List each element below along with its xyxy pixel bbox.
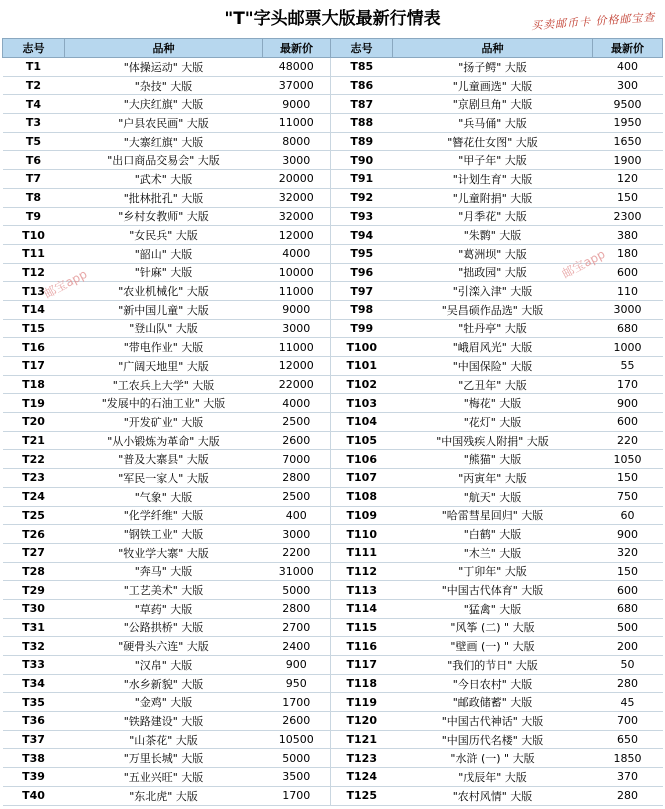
stamp-name-cell: "出口商品交易会" 大版	[65, 151, 263, 170]
price-cell: 120	[593, 170, 663, 189]
stamp-code-cell: T91	[331, 170, 393, 189]
table-row	[3, 506, 663, 525]
stamp-code-cell: T90	[331, 151, 393, 170]
stamp-code-cell: T107	[331, 469, 393, 488]
table-row	[3, 656, 663, 675]
stamp-name-cell: "化学纤维" 大版	[65, 506, 263, 525]
price-cell: 12000	[263, 226, 331, 245]
stamp-name-cell: "军民一家人" 大版	[65, 469, 263, 488]
stamp-code-cell: T95	[331, 244, 393, 263]
price-cell: 900	[593, 525, 663, 544]
stamp-name-cell: "批林批孔" 大版	[65, 188, 263, 207]
stamp-name-cell: "牡丹亭" 大版	[393, 319, 593, 338]
stamp-name-cell: "计划生育" 大版	[393, 170, 593, 189]
stamp-name-cell: "兵马俑" 大版	[393, 114, 593, 133]
stamp-name-cell: "丁卯年" 大版	[393, 562, 593, 581]
stamp-name-cell: "簪花仕女图" 大版	[393, 132, 593, 151]
stamp-code-cell: T25	[3, 506, 65, 525]
stamp-code-cell: T106	[331, 450, 393, 469]
stamp-code-cell: T123	[331, 749, 393, 768]
stamp-code-cell: T37	[3, 730, 65, 749]
stamp-code-cell: T121	[331, 730, 393, 749]
table-row	[3, 431, 663, 450]
header-name-right: 品种	[393, 39, 593, 58]
stamp-name-cell: "山茶花" 大版	[65, 730, 263, 749]
table-row	[3, 58, 663, 77]
stamp-code-cell: T21	[3, 431, 65, 450]
stamp-name-cell: "武术" 大版	[65, 170, 263, 189]
stamp-code-cell: T11	[3, 244, 65, 263]
watermark-logo: 邮宝app	[559, 246, 608, 282]
price-cell: 11000	[263, 338, 331, 357]
stamp-code-cell: T7	[3, 170, 65, 189]
stamp-code-cell: T112	[331, 562, 393, 581]
price-cell: 2700	[263, 618, 331, 637]
stamp-code-cell: T24	[3, 487, 65, 506]
stamp-code-cell: T34	[3, 674, 65, 693]
stamp-name-cell: "水乡新貌" 大版	[65, 674, 263, 693]
stamp-code-cell: T16	[3, 338, 65, 357]
stamp-name-cell: "中国保险" 大版	[393, 357, 593, 376]
price-cell: 150	[593, 188, 663, 207]
price-cell: 650	[593, 730, 663, 749]
stamp-name-cell: "乙丑年" 大版	[393, 375, 593, 394]
table-row	[3, 637, 663, 656]
price-cell: 680	[593, 319, 663, 338]
price-cell: 5000	[263, 581, 331, 600]
stamp-code-cell: T114	[331, 599, 393, 618]
stamp-name-cell: "戊辰年" 大版	[393, 768, 593, 787]
stamp-code-cell: T89	[331, 132, 393, 151]
table-body	[3, 58, 663, 806]
price-cell: 60	[593, 506, 663, 525]
price-cell: 680	[593, 599, 663, 618]
page-title: "T"字头邮票大版最新行情表	[224, 9, 441, 29]
price-cell: 11000	[263, 282, 331, 301]
stamp-code-cell: T109	[331, 506, 393, 525]
price-cell: 50	[593, 656, 663, 675]
stamp-code-cell: T12	[3, 263, 65, 282]
price-cell: 3000	[593, 300, 663, 319]
stamp-code-cell: T94	[331, 226, 393, 245]
price-cell: 2300	[593, 207, 663, 226]
stamp-code-cell: T6	[3, 151, 65, 170]
stamp-name-cell: "金鸡" 大版	[65, 693, 263, 712]
stamp-name-cell: "户县农民画" 大版	[65, 114, 263, 133]
stamp-name-cell: "儿童附捐" 大版	[393, 188, 593, 207]
stamp-name-cell: "硬骨头六连" 大版	[65, 637, 263, 656]
price-cell: 1900	[593, 151, 663, 170]
table-row	[3, 768, 663, 787]
stamp-code-cell: T19	[3, 394, 65, 413]
stamp-code-cell: T38	[3, 749, 65, 768]
stamp-code-cell: T103	[331, 394, 393, 413]
price-cell: 280	[593, 674, 663, 693]
price-cell: 45	[593, 693, 663, 712]
stamp-name-cell: "从小锻炼为革命" 大版	[65, 431, 263, 450]
stamp-name-cell: "农业机械化" 大版	[65, 282, 263, 301]
stamp-name-cell: "广阔天地里" 大版	[65, 357, 263, 376]
price-cell: 9000	[263, 95, 331, 114]
price-cell: 150	[593, 562, 663, 581]
stamp-name-cell: "发展中的石油工业" 大版	[65, 394, 263, 413]
price-cell: 9000	[263, 300, 331, 319]
stamp-name-cell: "新中国儿童" 大版	[65, 300, 263, 319]
table-row	[3, 132, 663, 151]
stamp-name-cell: "普及大寨县" 大版	[65, 450, 263, 469]
price-cell: 600	[593, 413, 663, 432]
stamp-code-cell: T101	[331, 357, 393, 376]
stamp-code-cell: T88	[331, 114, 393, 133]
price-cell: 500	[593, 618, 663, 637]
price-cell: 950	[263, 674, 331, 693]
price-cell: 31000	[263, 562, 331, 581]
table-header-row	[3, 39, 663, 58]
price-cell: 2500	[263, 487, 331, 506]
stamp-code-cell: T10	[3, 226, 65, 245]
stamp-code-cell: T29	[3, 581, 65, 600]
price-cell: 2800	[263, 469, 331, 488]
stamp-code-cell: T99	[331, 319, 393, 338]
price-cell: 1050	[593, 450, 663, 469]
header-price-left: 最新价	[263, 39, 331, 58]
stamp-code-cell: T2	[3, 76, 65, 95]
stamp-name-cell: "白鹤" 大版	[393, 525, 593, 544]
stamp-code-cell: T13	[3, 282, 65, 301]
table-row	[3, 319, 663, 338]
stamp-code-cell: T108	[331, 487, 393, 506]
stamp-code-cell: T119	[331, 693, 393, 712]
stamp-name-cell: "梅花" 大版	[393, 394, 593, 413]
header-price-right: 最新价	[593, 39, 663, 58]
table-row	[3, 525, 663, 544]
stamp-code-cell: T28	[3, 562, 65, 581]
table-row	[3, 226, 663, 245]
header-code-right: 志号	[331, 39, 393, 58]
price-cell: 1650	[593, 132, 663, 151]
stamp-code-cell: T40	[3, 786, 65, 805]
table-row	[3, 618, 663, 637]
price-cell: 10000	[263, 263, 331, 282]
stamp-name-cell: "儿童画选" 大版	[393, 76, 593, 95]
stamp-code-cell: T98	[331, 300, 393, 319]
stamp-name-cell: "我们的节日" 大版	[393, 656, 593, 675]
price-cell: 150	[593, 469, 663, 488]
table-row	[3, 599, 663, 618]
stamp-code-cell: T23	[3, 469, 65, 488]
stamp-name-cell: "工农兵上大学" 大版	[65, 375, 263, 394]
stamp-name-cell: "风筝 (二) " 大版	[393, 618, 593, 637]
table-row	[3, 786, 663, 805]
price-cell: 2600	[263, 712, 331, 731]
stamp-code-cell: T93	[331, 207, 393, 226]
stamp-code-cell: T18	[3, 375, 65, 394]
stamp-name-cell: "杂技" 大版	[65, 76, 263, 95]
price-cell: 2800	[263, 599, 331, 618]
stamp-name-cell: "甲子年" 大版	[393, 151, 593, 170]
stamp-name-cell: "汉帛" 大版	[65, 656, 263, 675]
header-name-left: 品种	[65, 39, 263, 58]
price-cell: 750	[593, 487, 663, 506]
stamp-name-cell: "航天" 大版	[393, 487, 593, 506]
price-cell: 220	[593, 431, 663, 450]
price-cell: 11000	[263, 114, 331, 133]
table-row	[3, 188, 663, 207]
stamp-code-cell: T9	[3, 207, 65, 226]
stamp-name-cell: "中国古代神话" 大版	[393, 712, 593, 731]
stamp-name-cell: "带电作业" 大版	[65, 338, 263, 357]
stamp-name-cell: "丙寅年" 大版	[393, 469, 593, 488]
price-cell: 2200	[263, 543, 331, 562]
table-row	[3, 543, 663, 562]
table-row	[3, 76, 663, 95]
stamp-code-cell: T17	[3, 357, 65, 376]
price-cell: 3500	[263, 768, 331, 787]
stamp-name-cell: "韶山" 大版	[65, 244, 263, 263]
stamp-code-cell: T20	[3, 413, 65, 432]
stamp-name-cell: "钢铁工业" 大版	[65, 525, 263, 544]
price-cell: 900	[263, 656, 331, 675]
price-cell: 1850	[593, 749, 663, 768]
table-row	[3, 170, 663, 189]
stamp-code-cell: T116	[331, 637, 393, 656]
stamp-name-cell: "月季花" 大版	[393, 207, 593, 226]
stamp-name-cell: "气象" 大版	[65, 487, 263, 506]
stamp-code-cell: T111	[331, 543, 393, 562]
price-cell: 380	[593, 226, 663, 245]
stamp-code-cell: T15	[3, 319, 65, 338]
stamp-name-cell: "中国历代名楼" 大版	[393, 730, 593, 749]
stamp-code-cell: T105	[331, 431, 393, 450]
stamp-name-cell: "哈雷彗星回归" 大版	[393, 506, 593, 525]
header-code-left: 志号	[3, 39, 65, 58]
stamp-code-cell: T102	[331, 375, 393, 394]
stamp-name-cell: "针麻" 大版	[65, 263, 263, 282]
stamp-name-cell: "体操运动" 大版	[65, 58, 263, 77]
stamp-name-cell: "万里长城" 大版	[65, 749, 263, 768]
stamp-name-cell: "朱鹮" 大版	[393, 226, 593, 245]
stamp-name-cell: "登山队" 大版	[65, 319, 263, 338]
stamp-name-cell: "奔马" 大版	[65, 562, 263, 581]
table-row	[3, 581, 663, 600]
table-row	[3, 207, 663, 226]
stamp-name-cell: "水浒 (一) " 大版	[393, 749, 593, 768]
table-row	[3, 469, 663, 488]
price-cell: 3000	[263, 151, 331, 170]
stamp-code-cell: T96	[331, 263, 393, 282]
table-row	[3, 487, 663, 506]
stamp-name-cell: "农村风情" 大版	[393, 786, 593, 805]
stamp-name-cell: "中国古代体育" 大版	[393, 581, 593, 600]
stamp-code-cell: T92	[331, 188, 393, 207]
stamp-code-cell: T100	[331, 338, 393, 357]
table-row	[3, 562, 663, 581]
price-cell: 300	[593, 76, 663, 95]
stamp-code-cell: T124	[331, 768, 393, 787]
stamp-name-cell: "邮政储蓄" 大版	[393, 693, 593, 712]
price-cell: 400	[263, 506, 331, 525]
stamp-name-cell: "大寨红旗" 大版	[65, 132, 263, 151]
stamp-name-cell: "猛禽" 大版	[393, 599, 593, 618]
stamp-code-cell: T26	[3, 525, 65, 544]
price-cell: 12000	[263, 357, 331, 376]
stamp-code-cell: T31	[3, 618, 65, 637]
stamp-code-cell: T118	[331, 674, 393, 693]
stamp-name-cell: "引滦入津" 大版	[393, 282, 593, 301]
table-row	[3, 712, 663, 731]
table-row	[3, 282, 663, 301]
stamp-code-cell: T35	[3, 693, 65, 712]
stamp-code-cell: T117	[331, 656, 393, 675]
stamp-code-cell: T85	[331, 58, 393, 77]
stamp-code-cell: T3	[3, 114, 65, 133]
table-row	[3, 244, 663, 263]
stamp-name-cell: "扬子鳄" 大版	[393, 58, 593, 77]
price-cell: 55	[593, 357, 663, 376]
price-cell: 900	[593, 394, 663, 413]
table-row	[3, 693, 663, 712]
stamp-code-cell: T86	[331, 76, 393, 95]
price-cell: 4000	[263, 244, 331, 263]
price-cell: 5000	[263, 749, 331, 768]
stamp-name-cell: "吴昌硕作品选" 大版	[393, 300, 593, 319]
stamp-code-cell: T120	[331, 712, 393, 731]
price-cell: 4000	[263, 394, 331, 413]
price-cell: 3000	[263, 525, 331, 544]
stamp-code-cell: T36	[3, 712, 65, 731]
stamp-name-cell: "五业兴旺" 大版	[65, 768, 263, 787]
price-cell: 10500	[263, 730, 331, 749]
stamp-name-cell: "京剧旦角" 大版	[393, 95, 593, 114]
table-row	[3, 114, 663, 133]
price-cell: 20000	[263, 170, 331, 189]
price-cell: 8000	[263, 132, 331, 151]
table-row	[3, 413, 663, 432]
price-table	[2, 38, 663, 806]
stamp-code-cell: T1	[3, 58, 65, 77]
stamp-code-cell: T115	[331, 618, 393, 637]
table-row	[3, 357, 663, 376]
table-row	[3, 151, 663, 170]
stamp-name-cell: "中国残疾人附捐" 大版	[393, 431, 593, 450]
table-row	[3, 375, 663, 394]
stamp-code-cell: T32	[3, 637, 65, 656]
price-cell: 600	[593, 581, 663, 600]
price-cell: 2600	[263, 431, 331, 450]
stamp-name-cell: "东北虎" 大版	[65, 786, 263, 805]
stamp-code-cell: T33	[3, 656, 65, 675]
price-cell: 2500	[263, 413, 331, 432]
stamp-name-cell: "葛洲坝" 大版	[393, 244, 593, 263]
stamp-name-cell: "熊猫" 大版	[393, 450, 593, 469]
stamp-code-cell: T87	[331, 95, 393, 114]
table-row	[3, 730, 663, 749]
stamp-code-cell: T27	[3, 543, 65, 562]
price-cell: 370	[593, 768, 663, 787]
price-cell: 110	[593, 282, 663, 301]
price-cell: 22000	[263, 375, 331, 394]
stamp-name-cell: "牧业学大寨" 大版	[65, 543, 263, 562]
price-cell: 200	[593, 637, 663, 656]
table-row	[3, 300, 663, 319]
price-cell: 180	[593, 244, 663, 263]
stamp-name-cell: "开发矿业" 大版	[65, 413, 263, 432]
stamp-name-cell: "草药" 大版	[65, 599, 263, 618]
price-cell: 1700	[263, 693, 331, 712]
stamp-name-cell: "木兰" 大版	[393, 543, 593, 562]
stamp-name-cell: "女民兵" 大版	[65, 226, 263, 245]
table-row	[3, 450, 663, 469]
price-cell: 700	[593, 712, 663, 731]
stamp-name-cell: "大庆红旗" 大版	[65, 95, 263, 114]
stamp-name-cell: "峨眉风光" 大版	[393, 338, 593, 357]
stamp-code-cell: T97	[331, 282, 393, 301]
table-row	[3, 674, 663, 693]
stamp-code-cell: T125	[331, 786, 393, 805]
table-row	[3, 749, 663, 768]
stamp-code-cell: T104	[331, 413, 393, 432]
stamp-name-cell: "花灯" 大版	[393, 413, 593, 432]
price-cell: 32000	[263, 207, 331, 226]
price-cell: 37000	[263, 76, 331, 95]
stamp-name-cell: "今日农村" 大版	[393, 674, 593, 693]
stamp-code-cell: T110	[331, 525, 393, 544]
table-row	[3, 338, 663, 357]
table-row	[3, 394, 663, 413]
stamp-name-cell: "壁画 (一) " 大版	[393, 637, 593, 656]
stamp-code-cell: T8	[3, 188, 65, 207]
stamp-name-cell: "乡村女教师" 大版	[65, 207, 263, 226]
price-cell: 9500	[593, 95, 663, 114]
watermark-logo: 邮宝app	[41, 266, 90, 302]
price-cell: 1700	[263, 786, 331, 805]
stamp-name-cell: "铁路建设" 大版	[65, 712, 263, 731]
stamp-code-cell: T39	[3, 768, 65, 787]
price-cell: 32000	[263, 188, 331, 207]
price-cell: 280	[593, 786, 663, 805]
stamp-code-cell: T30	[3, 599, 65, 618]
price-cell: 1000	[593, 338, 663, 357]
price-cell: 3000	[263, 319, 331, 338]
stamp-code-cell: T22	[3, 450, 65, 469]
price-cell: 170	[593, 375, 663, 394]
price-cell: 48000	[263, 58, 331, 77]
price-cell: 400	[593, 58, 663, 77]
price-cell: 320	[593, 543, 663, 562]
watermark-text: 买卖邮币卡 价格邮宝查	[530, 10, 656, 33]
price-cell: 600	[593, 263, 663, 282]
stamp-code-cell: T113	[331, 581, 393, 600]
stamp-name-cell: "拙政园" 大版	[393, 263, 593, 282]
stamp-name-cell: "公路拱桥" 大版	[65, 618, 263, 637]
stamp-code-cell: T14	[3, 300, 65, 319]
stamp-code-cell: T5	[3, 132, 65, 151]
stamp-code-cell: T4	[3, 95, 65, 114]
stamp-name-cell: "工艺美术" 大版	[65, 581, 263, 600]
price-cell: 7000	[263, 450, 331, 469]
table-row	[3, 95, 663, 114]
price-cell: 2400	[263, 637, 331, 656]
price-cell: 1950	[593, 114, 663, 133]
